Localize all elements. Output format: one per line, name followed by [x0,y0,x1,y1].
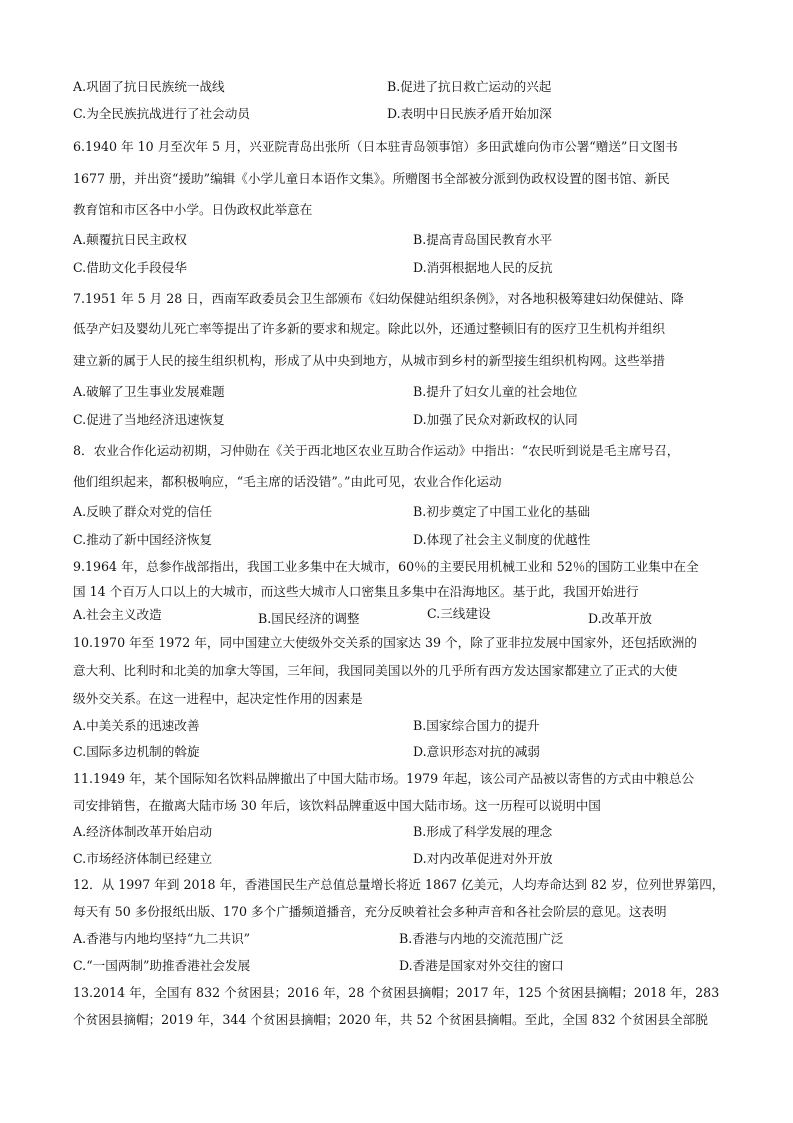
q9-option-b: B.国民经济的调整 [258,611,360,626]
q10-option-c: C.国际多边机制的斡旋 [73,744,200,759]
q7-option-a: A.破解了卫生事业发展难题 [73,384,225,399]
q12-option-b: B.香港与内地的交流范围广泛 [399,931,564,946]
q6-option-a: A.颠覆抗日民主政权 [73,232,187,247]
q9-stem-line: 国 14 个百万人口以上的大城市，而这些大城市人口密集且多集中在沿海地区。基于此，我国开始进行 [73,584,639,599]
q10-option-b: B.国家综合国力的提升 [413,718,540,733]
q7-stem-line: 低孕产妇及婴幼儿死亡率等提出了许多新的要求和规定。除此以外，还通过整顿旧有的医疗卫生机构并组织 [73,321,665,336]
q10-option-a: A.中美关系的迅速改善 [73,718,200,733]
q6-stem-line: 教育馆和市区各中小学。日伪政权此举意在 [73,202,313,217]
q8-option-d: D.体现了社会主义制度的优越性 [413,532,591,547]
q9-stem-line: 9.1964 年，总参作战部指出，我国工业多集中在大城市，60％的主要民用机械工业和 52％的国防工业集中在全 [73,559,699,574]
q13-stem-line: 个贫困县摘帽；2019 年，344 个贫困县摘帽；2020 年，共 52 个贫困县摘帽。至此，全国 832 个贫困县全部脱 [73,1012,708,1027]
q7-option-c: C.促进了当地经济迅速恢复 [73,412,225,427]
q7-stem-line: 7.1951 年 5 月 28 日，西南军政委员会卫生部颁布《妇幼保健站组织条例》，对各地积极筹建妇幼保健站、降 [73,291,684,306]
q11-stem-line: 11.1949 年，某个国际知名饮料品牌撤出了中国大陆市场。1979 年起，该公司产品被以寄售的方式由中粮总公 [73,771,695,786]
q11-option-b: B.形成了科学发展的理念 [413,824,553,839]
q5-option-d: D.表明中日民族矛盾开始加深 [387,106,552,121]
q5-option-a: A.巩固了抗日民族统一战线 [73,79,225,94]
q11-option-d: D.对内改革促进对外开放 [413,851,553,866]
q12-option-d: D.香港是国家对外交往的窗口 [399,958,564,973]
q11-option-c: C.市场经济体制已经建立 [73,851,213,866]
q6-option-c: C.借助文化手段侵华 [73,260,187,275]
q8-stem-line: 8．农业合作化运动初期，习仲勋在《关于西北地区农业互助合作运动》中指出：“农民听到说是毛主席号召， [73,443,680,458]
q8-option-a: A.反映了群众对党的信任 [73,504,213,519]
q6-stem-line: 1677 册，并出资“援助”编辑《小学儿童日本语作文集》。所赠图书全部被分派到伪政权设置的图书馆、新民 [73,171,670,186]
q11-stem-line: 司安排销售，在撤离大陆市场 30 年后，该饮料品牌重返中国大陆市场。这一历程可以说明中国 [73,798,601,813]
q13-stem-line: 13.2014 年，全国有 832 个贫困县；2016 年，28 个贫困县摘帽；2017 年，125 个贫困县摘帽；2018 年，283 [73,985,720,1000]
q10-stem-line: 10.1970 年至 1972 年，同中国建立大使级外交关系的国家达 39 个，除了亚非拉发展中国家外，还包括欧洲的 [73,635,697,650]
q12-option-a: A.香港与内地均坚持“九二共识” [73,931,251,946]
q9-option-c: C.三线建设 [427,606,491,621]
q8-option-c: C.推动了新中国经济恢复 [73,532,213,547]
q5-option-b: B.促进了抗日救亡运动的兴起 [387,79,552,94]
q9-option-a: A.社会主义改造 [73,607,162,622]
q7-stem-line: 建立新的属于人民的接生组织机构，形成了从中央到地方，从城市到乡村的新型接生组织机构网。这些举措 [73,353,665,368]
q10-stem-line: 意大利、比利时和北美的加拿大等国，三年间，我国同美国以外的几乎所有西方发达国家都建立了正式的大使 [73,663,678,678]
q6-option-d: D.消弭根据地人民的反抗 [413,260,553,275]
q10-stem-line: 级外交关系。在这一进程中，起决定性作用的因素是 [73,691,363,706]
q7-option-d: D.加强了民众对新政权的认同 [413,412,578,427]
q9-option-d: D.改革开放 [588,611,653,626]
q8-option-b: B.初步奠定了中国工业化的基础 [413,504,590,519]
q5-option-c: C.为全民族抗战进行了社会动员 [73,106,250,121]
q12-option-c: C.“一国两制”助推香港社会发展 [73,958,251,973]
q6-option-b: B.提高青岛国民教育水平 [413,232,553,247]
q8-stem-line: 他们组织起来，都积极响应，“毛主席的话没错”。”由此可见，农业合作化运动 [73,474,502,489]
q12-stem-line: 每天有 50 多份报纸出版、170 多个广播频道播音，充分反映着社会多种声音和各社会阶层的意见。这表明 [73,904,667,919]
q11-option-a: A.经济体制改革开始启动 [73,824,213,839]
q12-stem-line: 12．从 1997 年到 2018 年，香港国民生产总值总量增长将近 1867 亿美元，人均寿命达到 82 岁，位列世界第四， [73,877,725,892]
q10-option-d: D.意识形态对抗的减弱 [413,744,540,759]
q6-stem-line: 6.1940 年 10 月至次年 5 月，兴亚院青岛出张所（日本驻青岛领事馆）多田武雄向伪市公署“赠送”日文图书 [73,139,678,154]
q7-option-b: B.提升了妇女儿童的社会地位 [413,384,578,399]
